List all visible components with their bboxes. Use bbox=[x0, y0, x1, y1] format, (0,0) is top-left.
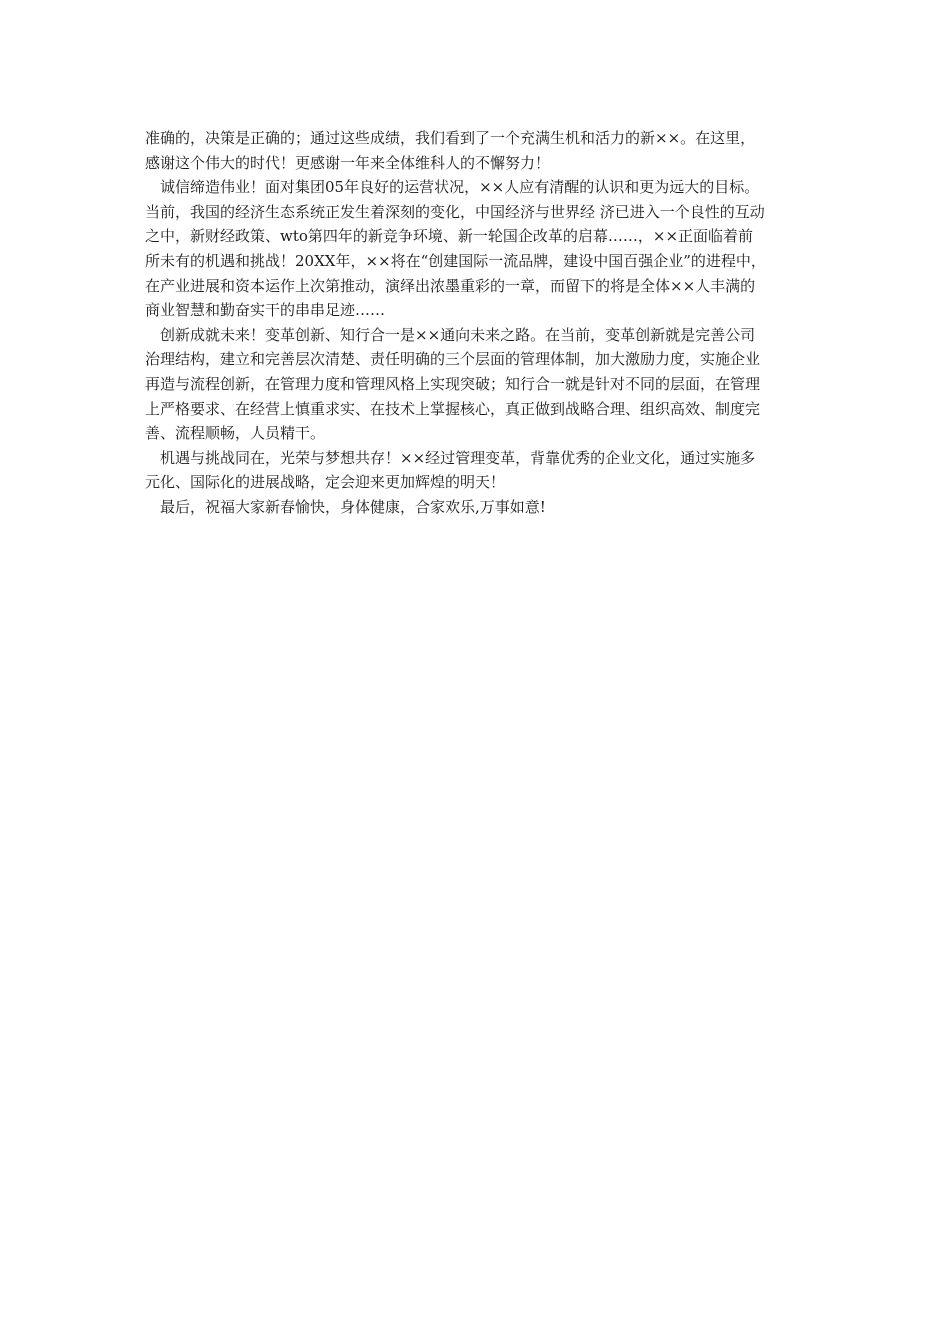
paragraph-3 bbox=[145, 323, 820, 446]
text-line: 再造与流程创新，在管理力度和管理风格上实现突破；知行合一就是针对不同的层面，在管理 bbox=[145, 374, 761, 393]
paragraph-4 bbox=[145, 446, 820, 495]
text-line: 当前，我国的经济生态系统正发生着深刻的变化，中国经济与世界经 济已进入一个良性的互动 bbox=[145, 202, 765, 221]
text-line: 在产业进展和资本运作上次第推动，演绎出浓墨重彩的一章，而留下的将是全体××人丰满的 bbox=[145, 276, 756, 295]
paragraph-5 bbox=[145, 495, 820, 520]
text-line: 上严格要求、在经营上慎重求实、在技术上掌握核心，真正做到战略合理、组织高效、制度完 bbox=[145, 399, 761, 418]
paragraph-2 bbox=[145, 175, 820, 323]
text-line: 诚信缔造伟业！面对集团05年良好的运营状况，××人应有清醒的认识和更为远大的目标。 bbox=[160, 178, 760, 197]
text-line: 创新成就未来！变革创新、知行合一是××通向未来之路。在当前，变革创新就是完善公司 bbox=[160, 325, 756, 344]
text-line: 感谢这个伟大的时代！更感谢一年来全体维科人的不懈努力！ bbox=[145, 153, 551, 172]
text-line: 之中，新财经政策、wto第四年的新竞争环境、新一轮国企改革的启幕……，××正面临着前 bbox=[145, 227, 754, 246]
text-line: 所未有的机遇和挑战！20XX年，××将在“创建国际一流品牌，建设中国百强企业”的进程中， bbox=[145, 251, 766, 270]
document-body bbox=[145, 126, 820, 520]
paragraph-1 bbox=[145, 126, 820, 175]
text-line: 准确的，决策是正确的；通过这些成绩，我们看到了一个充满生机和活力的新××。在这里， bbox=[145, 129, 756, 147]
text-line: 商业智慧和勤奋实干的串串足迹…… bbox=[145, 301, 386, 320]
text-line: 治理结构，建立和完善层次清楚、责任明确的三个层面的管理体制，加大激励力度，实施企业 bbox=[145, 350, 761, 369]
text-line: 元化、国际化的进展战略，定会迎来更加辉煌的明天！ bbox=[145, 473, 506, 492]
text-line: 机遇与挑战同在，光荣与梦想共存！××经过管理变革，背靠优秀的企业文化，通过实施多 bbox=[160, 448, 756, 467]
text-line: 最后，祝福大家新春愉快，身体健康，合家欢乐,万事如意! bbox=[160, 497, 546, 516]
text-line: 善、流程顺畅，人员精干。 bbox=[145, 424, 326, 443]
